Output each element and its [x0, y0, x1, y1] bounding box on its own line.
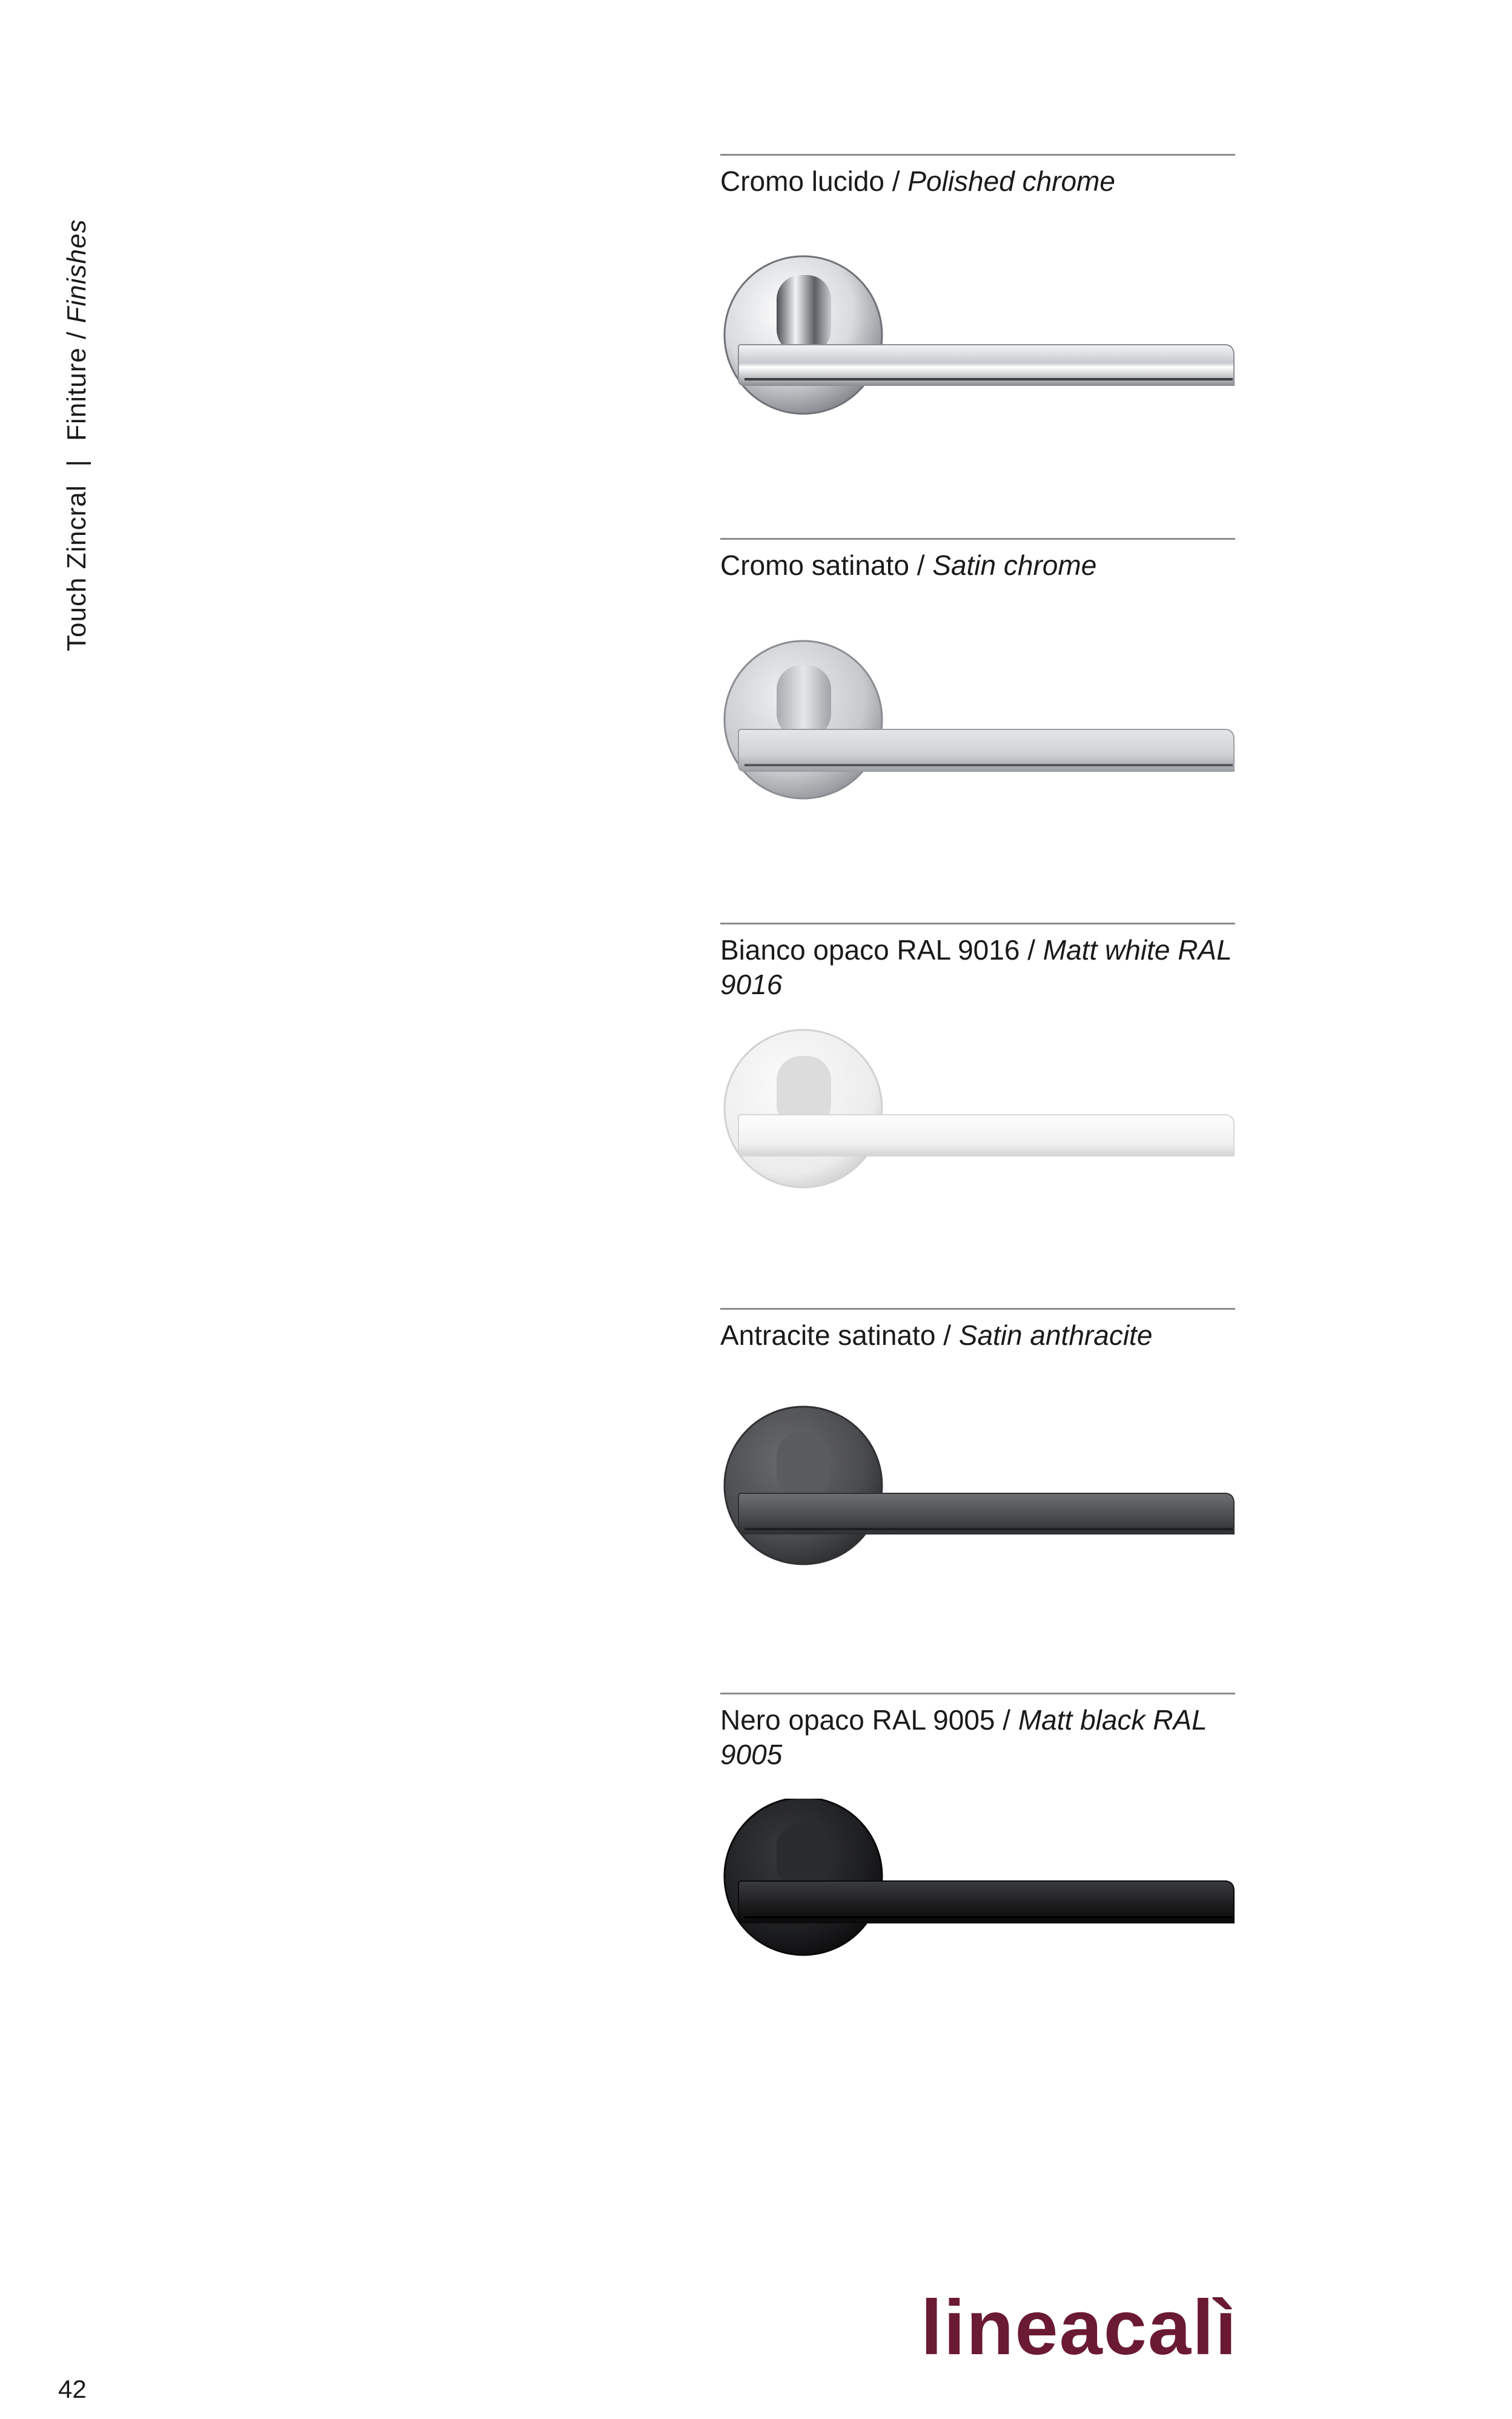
- handle-image: [720, 1799, 1235, 1980]
- section-title: [64, 219, 90, 651]
- brand-logo: [921, 2296, 1242, 2369]
- finish-matt-black: [720, 1693, 1235, 1772]
- finish-label: Bianco opaco RAL 9016 / Matt white RAL 9016: [720, 934, 1232, 1000]
- finishes-en: Finishes: [62, 219, 91, 324]
- finish-label: Nero opaco RAL 9005 / Matt black RAL 9005: [720, 1704, 1207, 1770]
- handle-image: [720, 635, 1235, 817]
- finish-matt-white: [720, 923, 1235, 1002]
- finish-label: Cromo lucido / Polished chrome: [720, 165, 1115, 197]
- finish-label: Antracite satinato / Satin anthracite: [720, 1319, 1153, 1351]
- finish-satin-anthracite: [720, 1308, 1235, 1353]
- finish-label: Cromo satinato / Satin chrome: [720, 549, 1097, 581]
- divider: [720, 923, 1235, 924]
- page-number: 42: [58, 2375, 87, 2403]
- finishes-it: Finiture: [62, 347, 91, 441]
- handle-image: [720, 1029, 1235, 1210]
- handle-image: [720, 251, 1235, 433]
- finish-satin-chrome: [720, 538, 1235, 583]
- finish-polished-chrome: [720, 154, 1235, 199]
- divider: [720, 1693, 1235, 1694]
- divider: [720, 1308, 1235, 1310]
- handle-image: [720, 1405, 1235, 1587]
- brand-wordmark: lineacalì: [921, 2296, 1238, 2369]
- title-slash: /: [62, 323, 91, 348]
- divider: [720, 154, 1235, 156]
- divider: [720, 538, 1235, 540]
- title-separator: |: [62, 459, 91, 467]
- collection-name: Touch Zincral: [62, 485, 91, 651]
